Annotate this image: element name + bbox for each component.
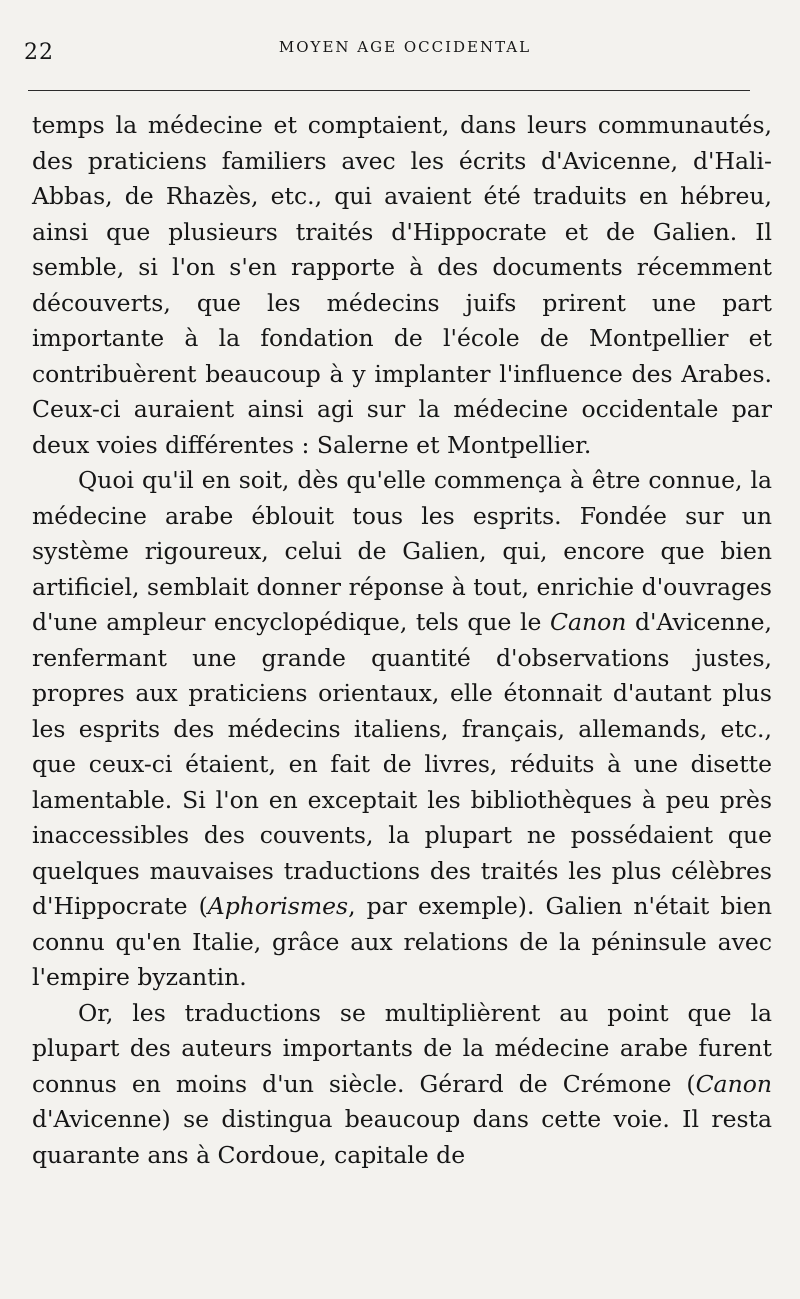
text-fragment: , par exemple). Galien n'était bien connu qu'en Italie, grâce aux relations de la péninsule avec l'empire byzantin. — [32, 892, 772, 991]
paragraph — [32, 996, 772, 1174]
paragraph — [32, 463, 772, 996]
header-rule — [28, 90, 750, 91]
text-fragment: d'Avicenne) se distingua beaucoup dans cette voie. Il resta quarante ans à Cordoue, capitale de — [32, 1105, 772, 1169]
text-fragment: Quoi qu'il en soit, dès qu'elle commença à être connue, la médecine arabe éblouit tous les esprits. Fondée sur un système rigoureux, celui de Galien, qui, encore que bien artificiel, semblait donner réponse à tout, enrichie d'ouvrages d'une ampleur encyclopédique, tels que le — [32, 466, 772, 636]
running-title: MOYEN AGE OCCIDENTAL — [278, 38, 532, 56]
text-fragment: d'Avicenne, renfermant une grande quantité d'observations justes, propres aux praticiens orientaux, elle étonnait d'autant plus les esprits des médecins italiens, français, allemands, etc., que ceux-ci étaient, en fait de livres, réduits à une disette lamentable. Si l'on en exceptait les bibliothèques à peu près inaccessibles des couvents, la plupart ne possédaient que quelques mauvaises traductions des traités les plus célèbres d'Hippocrate ( — [32, 608, 772, 920]
italic-title: Aphorismes — [207, 892, 349, 920]
text-fragment: temps la médecine et comptaient, dans leurs communautés, des praticiens familiers avec les écrits d'Avicenne, d'Hali-Abbas, de Rhazès, etc., qui avaient été traduits en hébreu, ainsi que plusieurs traités d'Hippocrate et de Galien. Il semble, si l'on s'en rapporte à des documents récemment découverts, que les médecins juifs prirent une part importante à la fondation de l'école de Montpellier et contribuèrent beaucoup à y implanter l'influence des Arabes. Ceux-ci auraient ainsi agi sur la médecine occidentale par deux voies différentes : Salerne et Montpellier. — [32, 111, 772, 459]
italic-title: Canon — [695, 1069, 772, 1098]
body-text — [32, 108, 772, 1173]
italic-title: Canon — [549, 608, 627, 636]
text-fragment: Or, les traductions se multiplièrent au point que la plupart des auteurs importants de la médecine arabe furent connus en moins d'un siècle. Gérard de Crémone ( — [32, 998, 772, 1098]
page-number: 22 — [24, 40, 54, 65]
paragraph — [32, 108, 772, 463]
